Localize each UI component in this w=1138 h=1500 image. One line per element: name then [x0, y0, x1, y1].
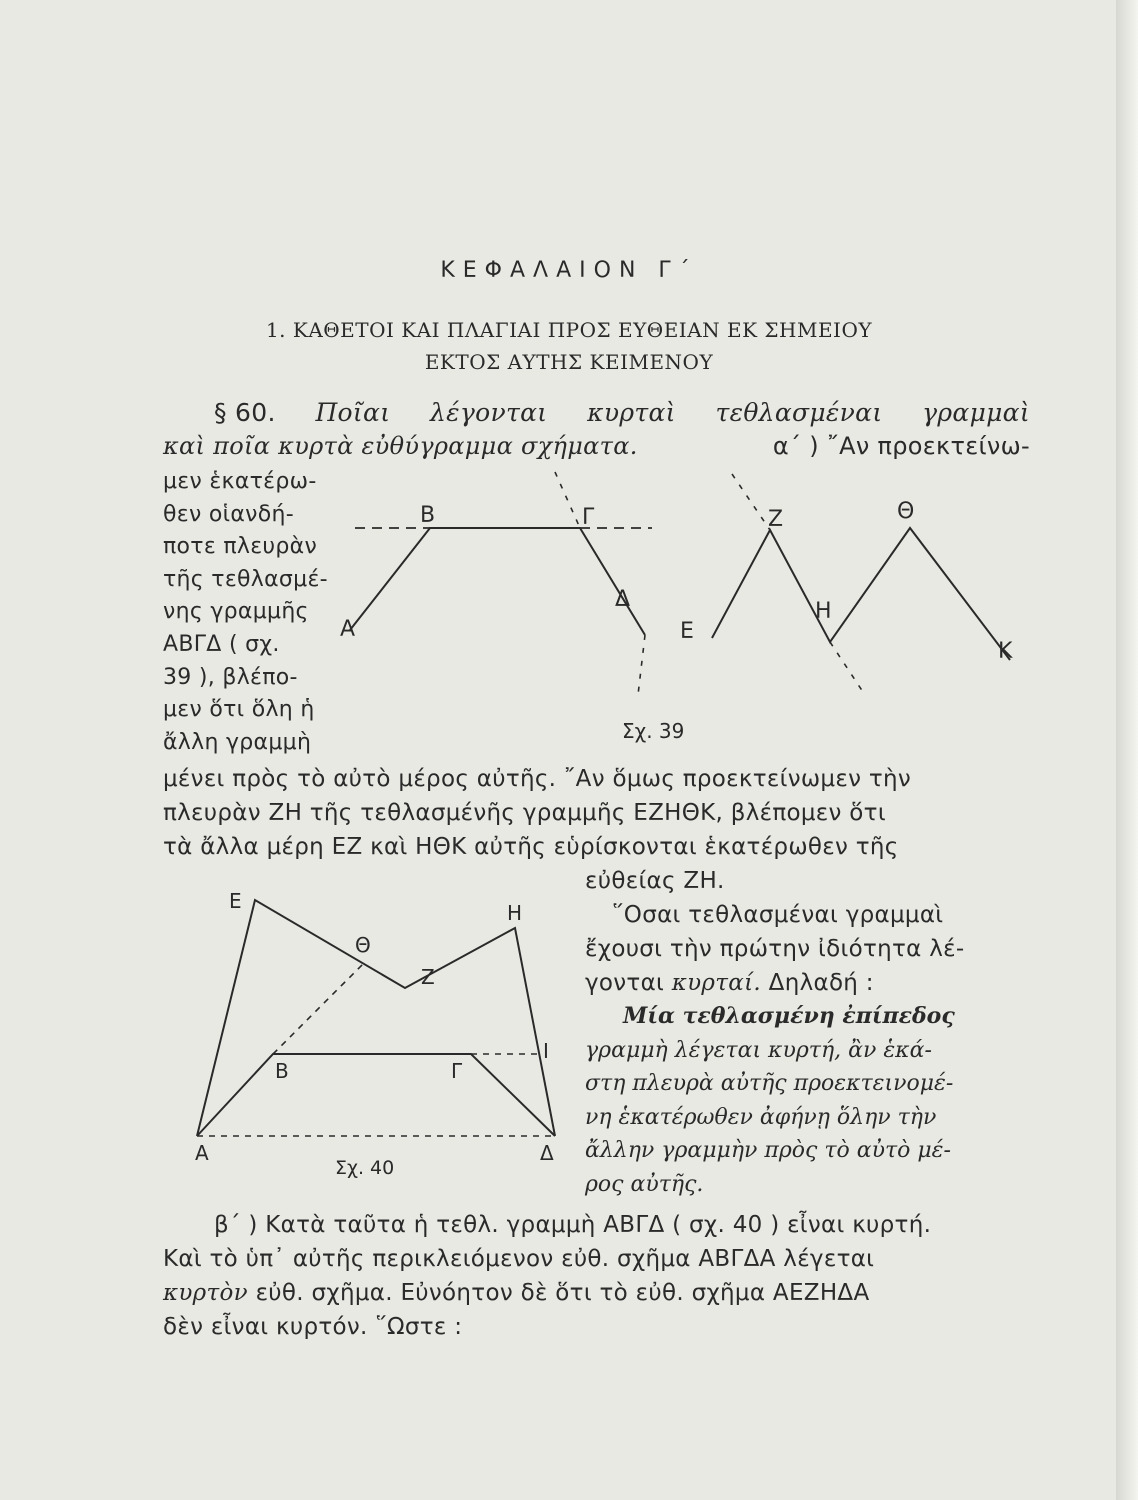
text-line: δὲν εἶναι κυρτόν. ῞Ωστε : — [163, 1314, 463, 1340]
figure-40-caption: Σχ. 40 — [335, 1157, 395, 1179]
text-line-with-term — [163, 1280, 870, 1306]
text-line: τῆς τεθλασμέ- — [163, 566, 328, 592]
broken-line-abgd — [350, 528, 645, 635]
text-line: μεν ἑκατέρω- — [163, 469, 317, 494]
text-line: 39 ), βλέπο- — [163, 664, 298, 690]
text-content: εὐθ. σχῆμα. Εὐνόητον δὲ ὅτι τὸ εὐθ. σχῆμα ΑΕΖΗΔΑ — [255, 1280, 870, 1306]
extension-dashed-ab — [273, 964, 363, 1054]
label-e: Ε — [229, 889, 242, 913]
term-kyrton: κυρτὸν — [163, 1280, 248, 1306]
extension-dashed-down — [638, 635, 645, 695]
label-b: Β — [420, 503, 436, 528]
text-content: γονται — [585, 970, 665, 996]
text-line: θεν οἱανδή- — [163, 501, 294, 527]
text-line: πλευρὰν ΖΗ τῆς τεθλασμένῆς γραμμῆς ΕΖΗΘΚ, βλέπομεν ὅτι — [163, 800, 886, 826]
text-line: μεν ὅτι ὅλη ἡ — [163, 697, 315, 723]
heading-line2-text: α΄ ) ῎Αν προεκτείνω- — [772, 432, 1030, 460]
label-d: Δ — [615, 587, 631, 612]
chapter-heading: ΚΕΦΑΛΑΙΟΝ Γ΄ — [440, 258, 698, 283]
label-g: Γ — [451, 1059, 463, 1083]
section-title-line1: 1. ΚΑΘΕΤΟΙ ΚΑΙ ΠΛΑΓΙΑΙ ΠΡΟΣ ΕΥΘΕΙΑΝ ΕΚ ΣΗΜΕΙΟΥ — [265, 318, 873, 342]
outer-line-aezhd — [197, 900, 555, 1136]
label-th: Θ — [355, 933, 371, 957]
heading-word: κυρταὶ — [587, 398, 676, 427]
label-h: Η — [507, 901, 523, 925]
definition-line: ρος αὐτῆς. — [585, 1171, 704, 1197]
figure-40 — [185, 888, 575, 1188]
text-line: ῞Οσαι τεθλασμέναι γραμμαὶ — [612, 902, 944, 928]
broken-line-ezhthk — [712, 528, 1010, 660]
label-k: Κ — [998, 639, 1013, 664]
label-d: Δ — [540, 1141, 554, 1165]
definition-line: ἄλλην γραμμὴν πρὸς τὸ αὐτὸ μέ- — [585, 1138, 951, 1164]
text-content: Δηλαδή : — [768, 970, 874, 996]
page-edge-shadow — [1116, 0, 1138, 1500]
text-line: ΑΒΓΔ ( σχ. — [163, 631, 280, 657]
label-i: Ι — [543, 1039, 549, 1063]
narrow-text-column — [163, 466, 343, 759]
paragraph-number: § 60. — [214, 398, 276, 427]
label-z: Ζ — [421, 965, 435, 989]
text-line-with-term — [585, 970, 874, 996]
label-th: Θ — [897, 499, 915, 524]
definition-line: γραμμὴ λέγεται κυρτή, ἂν ἑκά- — [585, 1037, 932, 1063]
paragraph-heading-line2 — [163, 432, 1030, 460]
extension-dashed-up — [555, 472, 580, 528]
label-e: Ε — [680, 619, 694, 644]
definition-line: στη πλευρὰ αὐτῆς προεκτεινομέ- — [585, 1071, 954, 1097]
definition-line: Μία τεθλασμένη ἐπίπεδος — [623, 1003, 955, 1029]
text-line: εὐθείας ΖΗ. — [585, 868, 725, 894]
convex-line-abgd — [197, 1054, 555, 1136]
text-line: ἄλλη γραμμὴ — [163, 729, 312, 755]
heading-word: τεθλασμέναι — [715, 398, 883, 427]
label-a: Α — [340, 617, 356, 642]
term-kyrtai: κυρταί. — [671, 970, 762, 996]
text-line — [163, 766, 1030, 792]
text-content: μένει πρὸς τὸ αὐτὸ μέρος αὐτῆς. ῎Αν ὅμως προεκτείνωμεν τὴν — [163, 766, 911, 792]
definition-block — [585, 1000, 955, 1202]
text-line: β΄ ) Κατὰ ταῦτα ἡ τεθλ. γραμμὴ ΑΒΓΔ ( σχ. 40 ) εἶναι κυρτή. — [214, 1212, 932, 1238]
figure-39-caption: Σχ. 39 — [622, 719, 685, 743]
label-z: Ζ — [768, 507, 784, 532]
label-g: Γ — [582, 505, 595, 530]
heading-continuation: καὶ ποῖα κυρτὰ εὐθύγραμμα σχήματα. — [163, 432, 638, 460]
zh-extension-down — [830, 642, 865, 695]
text-line: ἔχουσι τὴν πρώτην ἰδιότητα λέ- — [585, 936, 965, 962]
label-h: Η — [815, 599, 832, 624]
text-line: τὰ ἄλλα μέρη ΕΖ καὶ ΗΘΚ αὐτῆς εὑρίσκονται ἑκατέρωθεν τῆς — [163, 834, 899, 860]
heading-word: γραμμαὶ — [922, 398, 1030, 427]
text-line: ποτε πλευρὰν — [163, 534, 318, 560]
label-a: Α — [195, 1141, 209, 1165]
zh-extension-up — [732, 474, 770, 530]
section-title-line2: ΕΚΤΟΣ ΑΥΤΗΣ ΚΕΙΜΕΝΟΥ — [424, 350, 714, 374]
text-line: Καὶ τὸ ὑπ᾽ αὐτῆς περικλειόμενον εὐθ. σχῆμα ΑΒΓΔΑ λέγεται — [163, 1246, 875, 1272]
heading-word: λέγονται — [430, 398, 548, 427]
figure-39 — [340, 460, 1040, 760]
paragraph-heading-line1 — [214, 398, 1030, 427]
heading-word: Ποῖαι — [315, 398, 391, 427]
text-line: νης γραμμῆς — [163, 599, 309, 625]
label-b: Β — [275, 1059, 289, 1083]
definition-line: νη ἑκατέρωθεν ἀφήνῃ ὅλην τὴν — [585, 1104, 937, 1130]
